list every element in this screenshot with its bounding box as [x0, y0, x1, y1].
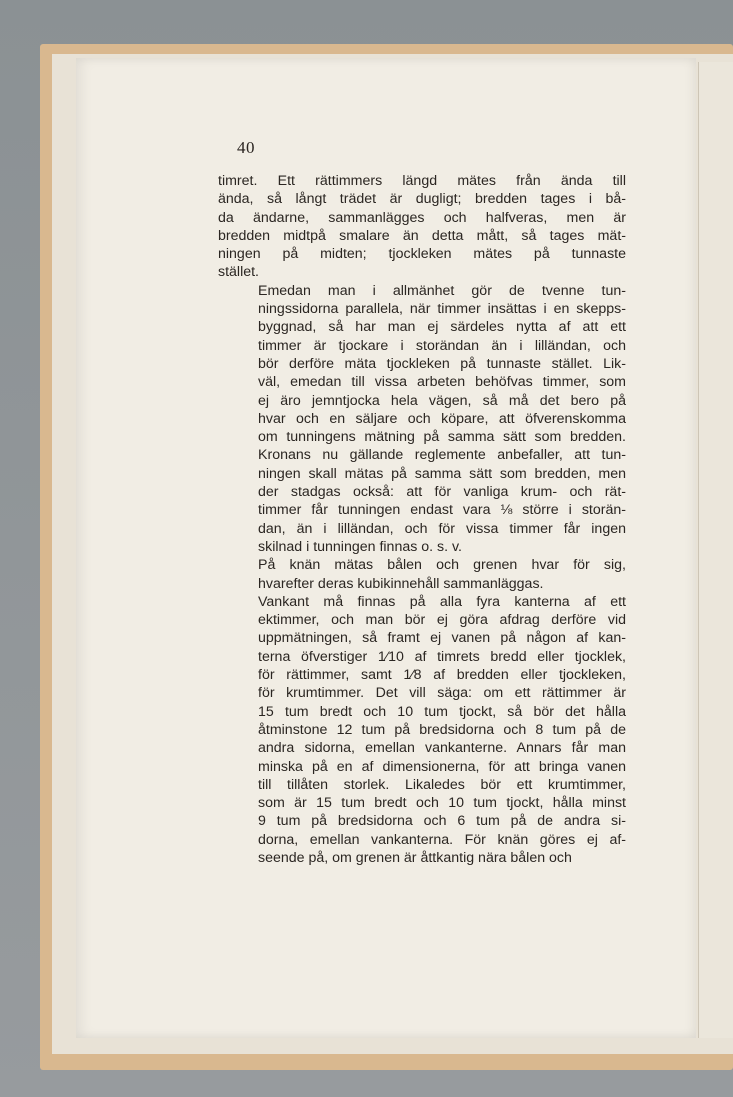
paragraph	[218, 593, 626, 867]
text-line: seende på, om grenen är åttkantig nära bålen och	[258, 849, 572, 866]
text-line: väl, emedan till vissa arbeten behöfvas timmer, som	[258, 374, 626, 391]
text-line: uppmätningen, så framt ej vanen på någon af kan-	[258, 630, 626, 647]
text-line: dan, än i lilländan, och för vissa timmer får ingen	[258, 520, 626, 537]
text-line: ektimmer, och man bör ej göra afdrag derföre vid	[258, 612, 626, 629]
page-number: 40	[237, 138, 255, 157]
text-line: Emedan man i allmänhet gör de tvenne tun-	[258, 282, 626, 299]
text-line: der stadgas också: att för vanliga krum- och rät-	[258, 484, 626, 501]
text-line: som är 15 tum bredt och 10 tum tjockt, hålla minst	[258, 795, 626, 812]
text-line: åtminstone 12 tum på bredsidorna och 8 tum på de	[258, 721, 626, 738]
text-line: timmer får tunningen endast vara ⅛ större i storän-	[258, 502, 626, 519]
text-line: da ändarne, sammanlägges och halfveras, men är	[218, 209, 626, 226]
text-line: timmer är tjockare i storändan än i lilländan, och	[258, 337, 626, 354]
text-line: terna öfverstiger 1⁄10 af timrets bredd eller tjocklek,	[258, 648, 626, 665]
text-line: om tunningens mätning på samma sätt som bredden.	[258, 429, 626, 446]
text-line: byggnad, så har man ej särdeles nytta af att ett	[258, 319, 626, 336]
text-line: dorna, emellan vankanterna. För knän göres ej af-	[258, 831, 626, 848]
text-line: för krumtimmer. Det vill säga: om ett rättimmer är	[258, 685, 626, 702]
text-line: Vankant må finnas på alla fyra kanterna af ett	[258, 593, 626, 610]
text-line: ej äro jemntjocka hela vägen, så må det bero på	[258, 392, 626, 409]
text-line: Kronans nu gällande reglemente anbefaller, att tun-	[258, 447, 626, 464]
text-line: På knän mätas bålen och grenen hvar för sig,	[258, 557, 626, 574]
facing-page-edge	[698, 62, 733, 1038]
text-line: bör derföre mäta tjockleken på tunnaste stället. Lik-	[258, 355, 626, 372]
text-line: stället.	[218, 264, 260, 281]
text-line: skilnad i tunningen finnas o. s. v.	[258, 538, 462, 555]
text-line: för rättimmer, samt 1⁄8 af bredden eller tjockleken,	[258, 667, 626, 684]
paragraph	[218, 556, 626, 593]
paragraph	[218, 282, 626, 556]
text-line: minska på en af dimensionerna, för att bringa vanen	[258, 758, 626, 775]
text-line: ända, så långt trädet är dugligt; bredden tages i bå-	[218, 191, 626, 208]
text-line: ningssidorna parallela, när timmer insättas i en skepps-	[258, 301, 626, 318]
text-line: till tillåten storlek. Likaledes bör ett krumtimmer,	[258, 776, 626, 793]
paragraph	[218, 172, 626, 282]
text-line: 15 tum bredt och 10 tum tjockt, så bör det hålla	[258, 703, 626, 720]
text-line: hvarefter deras kubikinnehåll sammanläggas.	[258, 575, 544, 592]
text-line: hvar och en säljare och köpare, att öfverenskomma	[258, 410, 626, 427]
text-line: timret. Ett rättimmers längd mätes från ända till	[218, 173, 626, 189]
text-line: andra sidorna, emellan vankanterne. Annars får man	[258, 740, 626, 757]
text-line: ningen skall mätas på samma sätt som bredden, men	[258, 465, 626, 482]
text-line: ningen på midten; tjockleken mätes på tunnaste	[218, 246, 626, 263]
text-line: bredden midtpå smalare än detta mått, så tages mät-	[218, 227, 626, 244]
text-line: 9 tum på bredsidorna och 6 tum på de andra si-	[258, 813, 626, 830]
page-text	[218, 172, 626, 867]
